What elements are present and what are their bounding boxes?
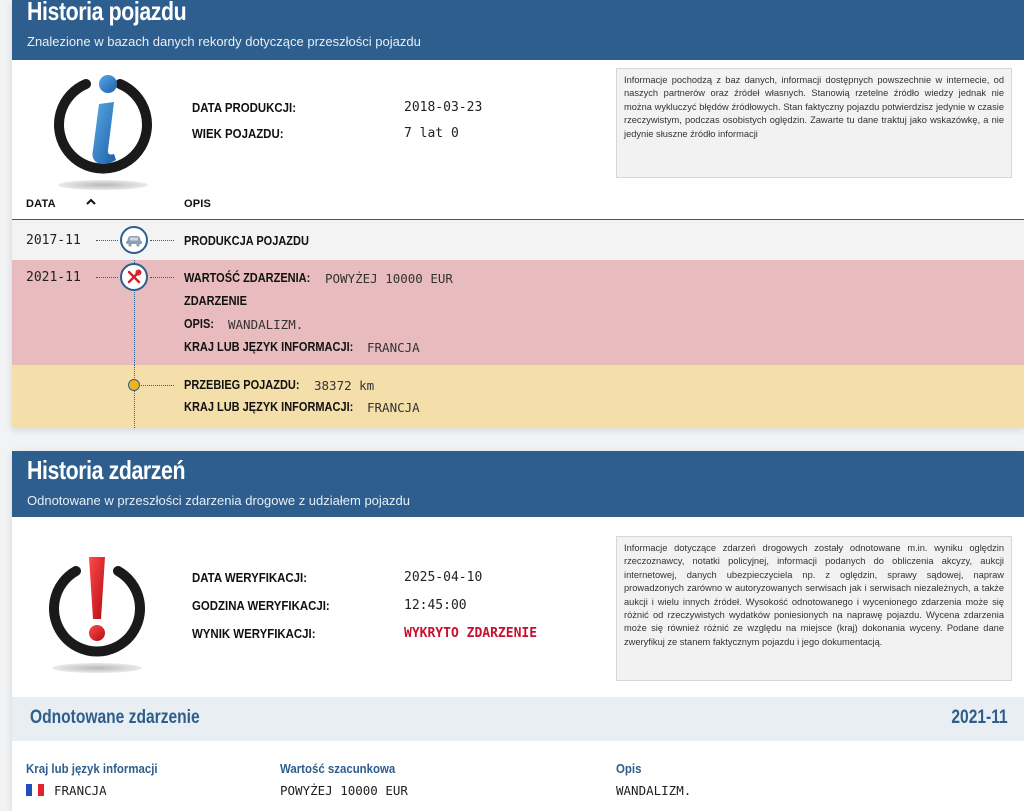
verification-time-label: GODZINA WERYFIKACJI: — [192, 598, 330, 613]
icon-shadow — [52, 663, 142, 673]
info-disclaimer: Informacje pochodzą z baz danych, informacji dostępnych powszechnie w internecie, od naszych partnerów oraz źródeł własnych. Stanowią rzetelne źródło wiedzy jednak nie można wykluczyć błędów źródłowych. Stan faktyczny pojazdu potwierdzisz jedynie w czasie rzeczywistym, podczas osobistych oględzin. Zawarte tu dane traktuj jako wskazówkę, a nie jedynie słuszne źródło informacji — [616, 68, 1012, 178]
recorded-incident-title: Odnotowane zdarzenie — [30, 707, 200, 728]
event-value-label: WARTOŚĆ ZDARZENIA: — [184, 271, 311, 285]
event-country-value: FRANCJA — [367, 340, 420, 355]
tools-icon — [120, 263, 148, 291]
vehicle-history-card — [12, 0, 1024, 428]
timeline-row-production — [12, 220, 1024, 260]
country-value: FRANCJA — [54, 783, 107, 798]
timeline-connector — [141, 385, 174, 386]
column-description-header: OPIS — [184, 198, 212, 210]
section-title: Historia zdarzeń — [27, 455, 186, 485]
verification-date-label: DATA WERYFIKACJI: — [192, 570, 308, 585]
description-header: Opis — [616, 761, 642, 776]
timeline-label: PRODUKCJA POJAZDU — [184, 234, 309, 248]
timeline-vertical-line — [134, 365, 135, 428]
warning-icon — [42, 551, 152, 661]
icon-shadow — [58, 180, 148, 190]
mileage-value: 38372 km — [314, 378, 375, 393]
timeline-row-mileage — [12, 365, 1024, 428]
mileage-country-label: KRAJ LUB JĘZYK INFORMACJI: — [184, 400, 354, 414]
estimated-value: POWYŻEJ 10000 EUR — [280, 783, 408, 798]
verification-date-value: 2025-04-10 — [404, 570, 483, 585]
incident-history-card — [12, 451, 1024, 811]
chevron-up-icon[interactable] — [84, 195, 98, 209]
timeline-connector — [150, 277, 174, 278]
column-date-header[interactable]: DATA — [26, 198, 56, 210]
vehicle-history-header — [12, 0, 1024, 60]
production-date-value: 2018-03-23 — [404, 100, 483, 115]
info-icon — [48, 70, 158, 180]
mileage-label: PRZEBIEG POJAZDU: — [184, 378, 300, 392]
recorded-incident-date: 2021-11 — [951, 707, 1008, 728]
verification-time-value: 12:45:00 — [404, 598, 467, 613]
event-value-value: POWYŻEJ 10000 EUR — [325, 271, 453, 286]
timeline-date: 2021-11 — [26, 270, 81, 285]
estimated-value-header: Wartość szacunkowa — [280, 761, 396, 776]
section-subtitle: Znalezione w bazach danych rekordy dotyczące przeszłości pojazdu — [27, 34, 421, 49]
vehicle-age-label: WIEK POJAZDU: — [192, 126, 284, 141]
event-country-label: KRAJ LUB JĘZYK INFORMACJI: — [184, 340, 354, 354]
production-date-label: DATA PRODUKCJI: — [192, 100, 297, 115]
recorded-incident-header[interactable] — [12, 697, 1024, 741]
france-flag-icon — [26, 784, 44, 796]
mileage-dot-icon — [128, 379, 140, 391]
event-desc-label: OPIS: — [184, 317, 214, 331]
timeline-connector — [96, 277, 118, 278]
section-title: Historia pojazdu — [27, 0, 187, 26]
incident-disclaimer: Informacje dotyczące zdarzeń drogowych zostały odnotowane m.in. wyniku oględzin rzeczoznawcy, notatki policyjnej, informacji podanych do obliczenia akcyzy, aukcji internetowej, danych ubezpieczyciela np. z oględzin, sprawy sądowej, napraw prowadzonych zarówno w autoryzowanych serwisach jak i serwisach niezależnych, a także aukcji i wielu innych źródeł. Wysokość odnotowanego i wycenionego zdarzenia może się różnić od rzeczywistych wydatków poniesionych na naprawę pojazdu. Wycena zdarzenia może się również różnić ze względu na miejsce (kraj) dokonania wyceny. Podane dane zweryfikuj ze stanem faktycznym pojazdu i jego dokumentacją. — [616, 536, 1012, 681]
event-type-label: ZDARZENIE — [184, 294, 247, 308]
timeline-connector — [150, 240, 174, 241]
verification-result-value: WYKRYTO ZDARZENIE — [404, 626, 538, 641]
description-value: WANDALIZM. — [616, 783, 692, 798]
section-subtitle: Odnotowane w przeszłości zdarzenia drogowe z udziałem pojazdu — [27, 493, 410, 508]
timeline-row-damage — [12, 260, 1024, 365]
verification-result-label: WYNIK WERYFIKACJI: — [192, 626, 316, 641]
event-desc-value: WANDALIZM. — [228, 317, 304, 332]
vehicle-age-value: 7 lat 0 — [404, 126, 459, 141]
timeline-date: 2017-11 — [26, 233, 81, 248]
timeline-connector — [96, 240, 118, 241]
car-icon — [120, 226, 148, 254]
mileage-country-value: FRANCJA — [367, 400, 420, 415]
incident-history-header — [12, 451, 1024, 517]
country-header: Kraj lub język informacji — [26, 761, 158, 776]
